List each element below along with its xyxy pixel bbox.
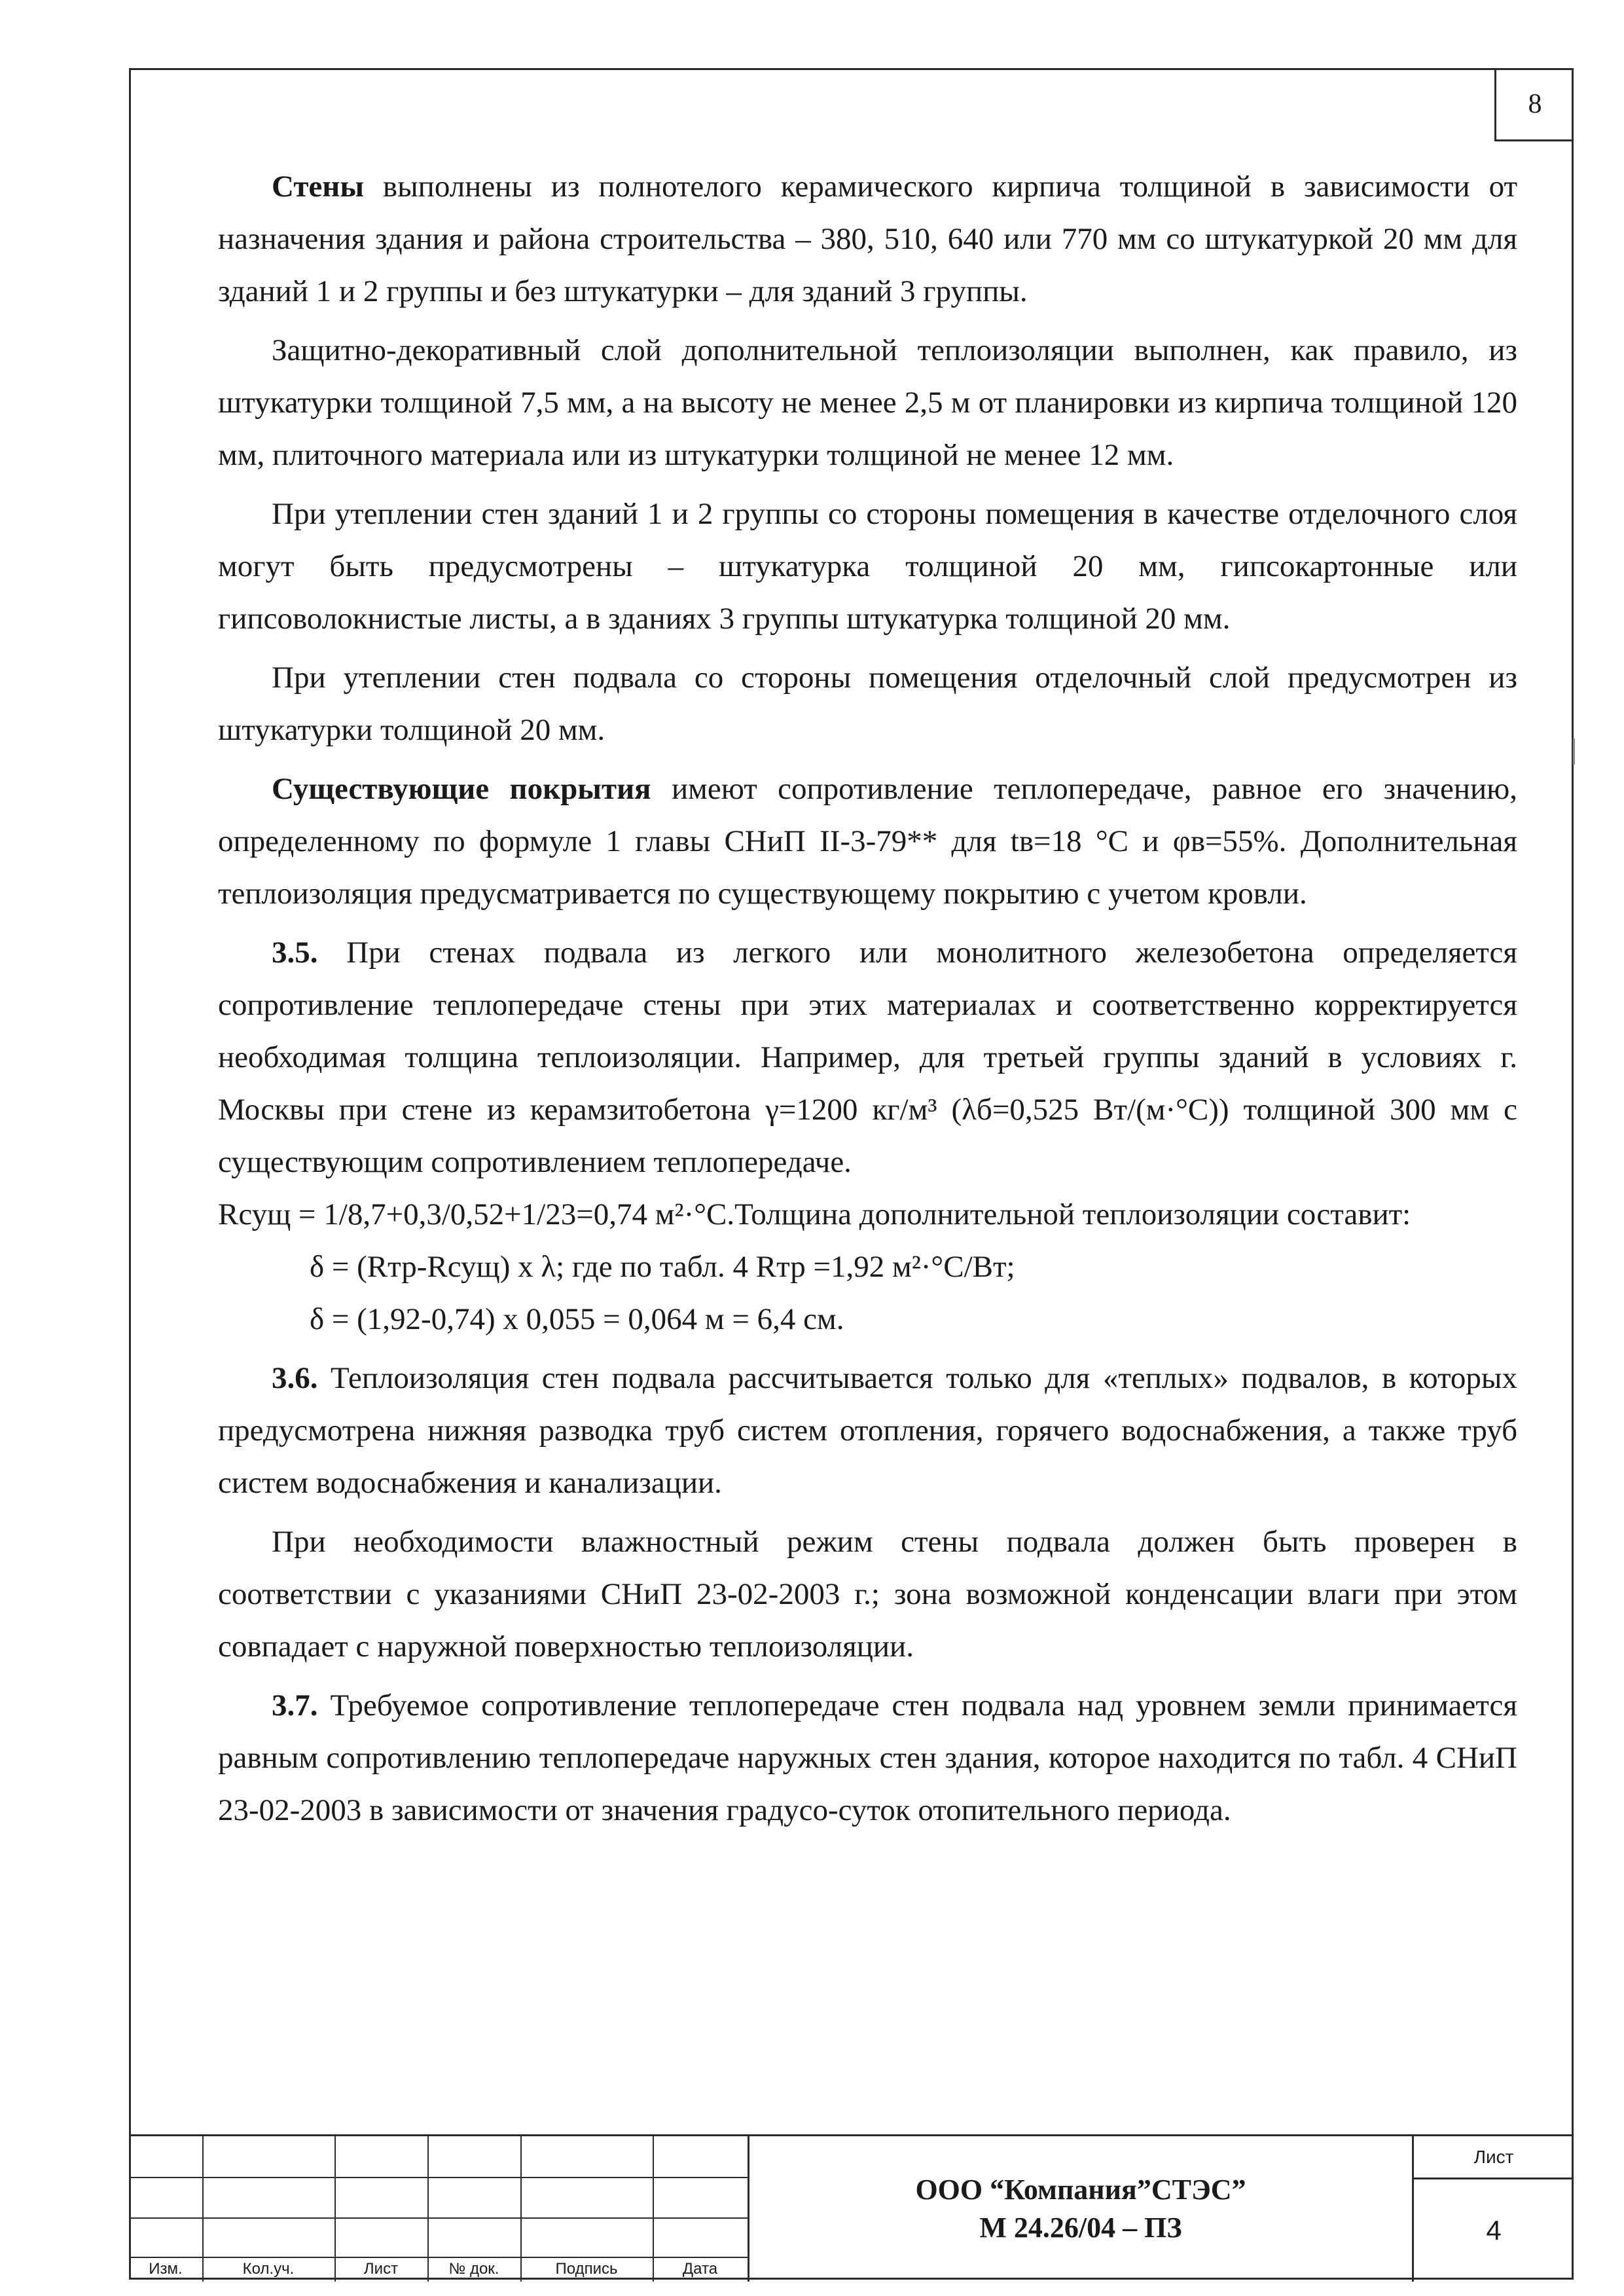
- term-walls: Стены: [272, 170, 365, 204]
- sheet-number: 4: [1486, 2215, 1502, 2246]
- formula-text: δ = (Rтр-Rсущ) х λ; где по табл. 4 Rтр =1,92 м²·°С/Вт;: [310, 1250, 1015, 1284]
- paragraph-interior-insulation: [218, 488, 1517, 645]
- paragraph-basement-finish: [218, 651, 1517, 756]
- paragraph-protective-layer: [218, 324, 1517, 481]
- document-code: М 24.26/04 – ПЗ: [979, 2212, 1182, 2244]
- section-number: 3.7.: [272, 1688, 318, 1722]
- section-3-7: [218, 1679, 1517, 1836]
- term-roofs: Существующие покрытия: [272, 772, 651, 806]
- body-text: [218, 160, 1517, 1836]
- paragraph-text: выполнены из полнотелого керамического кирпича толщиной в зависимости от назначения здания и района строительства – 380, 510, 640 или 770 мм со штукатуркой 20 мм для зданий 1 и 2 группы и без штукатурки – для зданий 3 группы.: [218, 170, 1517, 308]
- page-number: 8: [1494, 68, 1574, 141]
- header-doc-number: № док.: [448, 2260, 499, 2278]
- header-date: Дата: [682, 2260, 718, 2278]
- header-sheet: Лист: [363, 2260, 399, 2278]
- paragraph-text: При утеплении стен подвала со стороны помещения отделочный слой предусмотрен из штукатурки толщиной 20 мм.: [218, 661, 1517, 747]
- formula-thickness: [218, 1241, 1517, 1293]
- formula-resistance: [218, 1188, 1517, 1241]
- section-number: 3.6.: [272, 1361, 318, 1395]
- paragraph-text: Защитно-декоративный слой дополнительной теплоизоляции выполнен, как правило, из штукатурки толщиной 7,5 мм, а на высоту не менее 2,5 м от планировки из кирпича толщиной 120 мм, плиточного материала или из штукатурки толщиной не менее 12 мм.: [218, 333, 1517, 472]
- formula-text: δ = (1,92-0,74) х 0,055 = 0,064 м = 6,4 см.: [310, 1302, 844, 1336]
- header-signature: Подпись: [555, 2260, 618, 2278]
- section-3-6: [218, 1352, 1517, 1509]
- paragraph-humidity: [218, 1516, 1517, 1673]
- paragraph-text: Теплоизоляция стен подвала рассчитывается только для «теплых» подвалов, в которых предусмотрена нижняя разводка труб систем отопления, горячего водоснабжения, а также труб систем водоснабжения и канализации.: [218, 1361, 1517, 1500]
- section-number: 3.5.: [272, 936, 318, 970]
- paragraph-roofs: [218, 763, 1517, 920]
- section-3-5: [218, 926, 1517, 1188]
- paragraph-walls: [218, 160, 1517, 318]
- paragraph-text: Rсущ = 1/8,7+0,3/0,52+1/23=0,74 м²·°С.Толщина дополнительной теплоизоляции составит:: [218, 1197, 1411, 1231]
- sheet-label: Лист: [1414, 2136, 1574, 2179]
- paragraph-text: имеют сопротивление теплопередаче, равное его значению, определенному по формуле 1 главы СНиП II-3-79** для tв=18 °С и φв=55%. Дополнительная теплоизоляция предусматривается по существующему покрытию с учетом кровли.: [218, 772, 1517, 911]
- header-change: Изм.: [149, 2260, 183, 2278]
- margin-mark: [1573, 738, 1575, 765]
- paragraph-text: При утеплении стен зданий 1 и 2 группы со стороны помещения в качестве отделочного слоя могут быть предусмотрены – штукатурка толщиной 20 мм, гипсокартонные или гипсоволокнистые листы, а в зданиях 3 группы штукатурка толщиной 20 мм.: [218, 497, 1517, 636]
- formula-result: [218, 1293, 1517, 1345]
- grid-line: [129, 2217, 748, 2219]
- revision-grid: [129, 2136, 748, 2282]
- paragraph-text: При необходимости влажностный режим стены подвала должен быть проверен в соответствии с указаниями СНиП 23-02-2003 г.; зона возможной конденсации влаги при этом совпадает с наружной поверхностью теплоизоляции.: [218, 1525, 1517, 1664]
- grid-line: [129, 2177, 748, 2178]
- paragraph-text: При стенах подвала из легкого или монолитного железобетона определяется сопротивление теплопередаче стены при этих материалах и соответственно корректируется необходимая толщина теплоизоляции. Например, для третьей группы зданий в условиях г. Москвы при стене из керамзитобетона γ=1200 кг/м³ (λб=0,525 Вт/(м·°С)) толщиной 300 мм с существующим сопротивлением теплопередаче.: [218, 936, 1517, 1179]
- title-block: [129, 2134, 1574, 2282]
- document-title: [748, 2136, 1414, 2282]
- header-qty: Кол.уч.: [242, 2260, 295, 2278]
- company-name: ООО “Компания”СТЭС”: [915, 2174, 1246, 2206]
- paragraph-text: Требуемое сопротивление теплопередаче стен подвала над уровнем земли принимается равным сопротивлению теплопередаче наружных стен здания, которое находится по табл. 4 СНиП 23-02-2003 в зависимости от значения градусо-суток отопительного периода.: [218, 1688, 1517, 1827]
